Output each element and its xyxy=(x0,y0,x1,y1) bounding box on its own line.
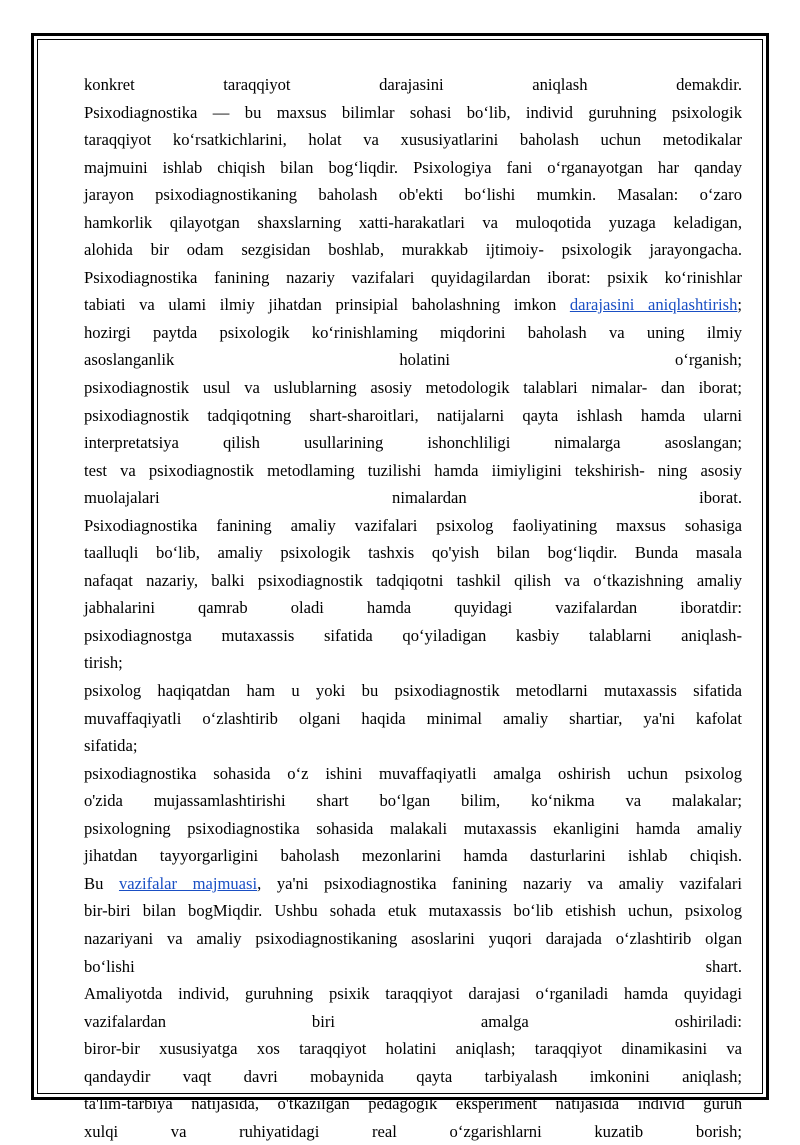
text-line xyxy=(84,539,742,567)
text-line xyxy=(84,99,742,127)
text-line xyxy=(84,925,742,953)
text-line xyxy=(84,264,742,292)
text-segment: tirish; xyxy=(84,653,123,673)
text-line xyxy=(84,512,742,540)
text-segment: bir-biri bilan bogMiqdir. Ushbu sohada etuk mutaxassis bo‘lib etishish uchun, psixolog xyxy=(84,901,742,921)
text-line xyxy=(84,1118,742,1145)
text-segment: psixolog haqiqatdan ham u yoki bu psixodiagnostik metodlarni mutaxassis sifatida xyxy=(84,681,742,701)
text-segment: bo‘lishi shart. xyxy=(84,956,742,976)
inline-link[interactable]: darajasini aniqlashtirish xyxy=(569,295,738,315)
text-segment: Amaliyotda individ, guruhning psixik taraqqiyot darajasi o‘rganiladi hamda quyidagi xyxy=(84,984,742,1004)
text-segment: nazariyani va amaliy psixodiagnostikaning asoslarini yuqori darajada o‘zlashtirib olgan xyxy=(84,928,742,948)
text-segment: xulqi va ruhiyatidagi real o‘zgarishlarni kuzatib borish; xyxy=(84,1121,742,1141)
text-segment: ; xyxy=(737,295,743,315)
text-line xyxy=(84,1063,742,1091)
text-segment: vazifalardan biri amalga oshiriladi: xyxy=(84,1011,742,1031)
text-segment: muolajalari nimalardan iborat. xyxy=(84,488,742,508)
document-body xyxy=(84,71,742,1145)
text-segment: test va psixodiagnostik metodlaming tuzilishi hamda iimiyligini tekshirish- ning asosiy xyxy=(84,460,742,480)
text-line xyxy=(84,732,742,760)
text-line xyxy=(84,71,742,99)
text-segment: Psixodiagnostika fanining amaliy vazifalari psixolog faoliyatining maxsus sohasiga xyxy=(84,515,742,535)
text-line xyxy=(84,953,742,981)
text-segment: taraqqiyot ko‘rsatkichlarini, holat va xususiyatlarini baholash uchun metodikalar xyxy=(84,130,742,150)
text-line xyxy=(84,236,742,264)
text-segment: interpretatsiya qilish usullarining ishonchliligi nimalarga asoslangan; xyxy=(84,433,742,453)
text-segment: muvaffaqiyatli o‘zlashtirib olgani haqida minimal amaliy shartiar, ya'ni kafolat xyxy=(84,708,742,728)
text-segment: biror-bir xususiyatga xos taraqqiyot holatini aniqlash; taraqqiyot dinamikasini va xyxy=(84,1039,742,1059)
text-segment: ta'lim-tarbiya natijasida, o'tkazilgan pedagogik eksperiment natijasida individ guruh xyxy=(84,1094,742,1114)
text-line xyxy=(84,622,742,650)
text-segment: Psixodiagnostika fanining nazariy vazifalari quyidagilardan iborat: psixik ko‘rinishlar xyxy=(84,267,742,287)
text-segment: konkret taraqqiyot darajasini aniqlash demakdir. xyxy=(84,75,742,94)
text-segment: hozirgi paytda psixologik ko‘rinishlaming miqdorini baholash va uning ilmiy xyxy=(84,322,742,342)
text-segment: Bu xyxy=(84,873,119,893)
text-line xyxy=(84,374,742,402)
inline-link[interactable]: vazifalar majmuasi xyxy=(118,873,258,893)
text-segment: jarayon psixodiagnostikaning baholash ob'ekti bo‘lishi mumkin. Masalan: o‘zaro xyxy=(84,185,742,205)
text-line xyxy=(84,319,742,347)
text-line xyxy=(84,842,742,870)
text-line xyxy=(84,154,742,182)
text-segment: asoslanganlik holatini o‘rganish; xyxy=(84,350,742,370)
text-line xyxy=(84,870,742,898)
text-segment: nafaqat nazariy, balki psixodiagnostik tadqiqotni tashkil qilish va o‘tkazishning amaliy xyxy=(84,570,742,590)
text-line xyxy=(84,402,742,430)
text-segment: psixodiagnostga mutaxassis sifatida qo‘yiladigan kasbiy talablarni aniqlash- xyxy=(84,625,742,645)
text-line xyxy=(84,567,742,595)
text-segment: jabhalarini qamrab oladi hamda quyidagi vazifalardan iboratdir: xyxy=(84,598,742,618)
text-line xyxy=(84,594,742,622)
text-line xyxy=(84,1035,742,1063)
text-line xyxy=(84,980,742,1008)
text-segment: psixodiagnostik usul va uslublarning asosiy metodologik talablari nimalar- dan iborat; xyxy=(84,378,742,398)
text-segment: hamkorlik qilayotgan shaxslarning xatti-harakatlari va muloqotida yuzaga keladigan, xyxy=(84,212,742,232)
text-segment: alohida bir odam sezgisidan boshlab, murakkab ijtimoiy- psixologik jarayongacha. xyxy=(84,240,742,260)
text-line xyxy=(84,1090,742,1118)
text-segment: majmuini ishlab chiqish bilan bog‘liqdir. Psixologiya fani o‘rganayotgan har qanday xyxy=(84,157,742,177)
text-line xyxy=(84,897,742,925)
text-segment: psixodiagnostika sohasida o‘z ishini muvaffaqiyatli amalga oshirish uchun psixolog xyxy=(84,763,742,783)
text-segment: taalluqli bo‘lib, amaliy psixologik tashxis qo'yish bilan bog‘liqdir. Bunda masala xyxy=(84,543,742,563)
text-segment: qandaydir vaqt davri mobaynida qayta tarbiyalash imkonini aniqlash; xyxy=(84,1066,742,1086)
text-line xyxy=(84,705,742,733)
text-line xyxy=(84,209,742,237)
text-segment: , ya'ni psixodiagnostika fanining nazariy va amaliy vazifalari xyxy=(257,873,742,893)
text-line xyxy=(84,815,742,843)
text-line xyxy=(84,291,742,319)
text-segment: tabiati va ulami ilmiy jihatdan prinsipial baholashning imkon xyxy=(84,295,570,315)
text-segment: o'zida mujassamlashtirishi shart bo‘lgan bilim, ko‘nikma va malakalar; xyxy=(84,791,742,811)
text-line xyxy=(84,429,742,457)
text-line xyxy=(84,346,742,374)
text-line xyxy=(84,484,742,512)
text-line xyxy=(84,649,742,677)
text-line xyxy=(84,457,742,485)
text-segment: Psixodiagnostika — bu maxsus bilimlar sohasi bo‘lib, individ guruhning psixologik xyxy=(84,102,742,122)
text-line xyxy=(84,181,742,209)
text-line xyxy=(84,760,742,788)
text-line xyxy=(84,1008,742,1036)
text-line xyxy=(84,677,742,705)
text-line xyxy=(84,126,742,154)
text-segment: psixodiagnostik tadqiqotning shart-sharoitlari, natijalarni qayta ishlash hamda ularni xyxy=(84,405,742,425)
text-segment: psixologning psixodiagnostika sohasida malakali mutaxassis ekanligini hamda amaliy xyxy=(84,818,742,838)
text-line xyxy=(84,787,742,815)
text-segment: sifatida; xyxy=(84,736,138,756)
text-segment: jihatdan tayyorgarligini baholash mezonlarini hamda dasturlarini ishlab chiqish. xyxy=(84,846,742,866)
